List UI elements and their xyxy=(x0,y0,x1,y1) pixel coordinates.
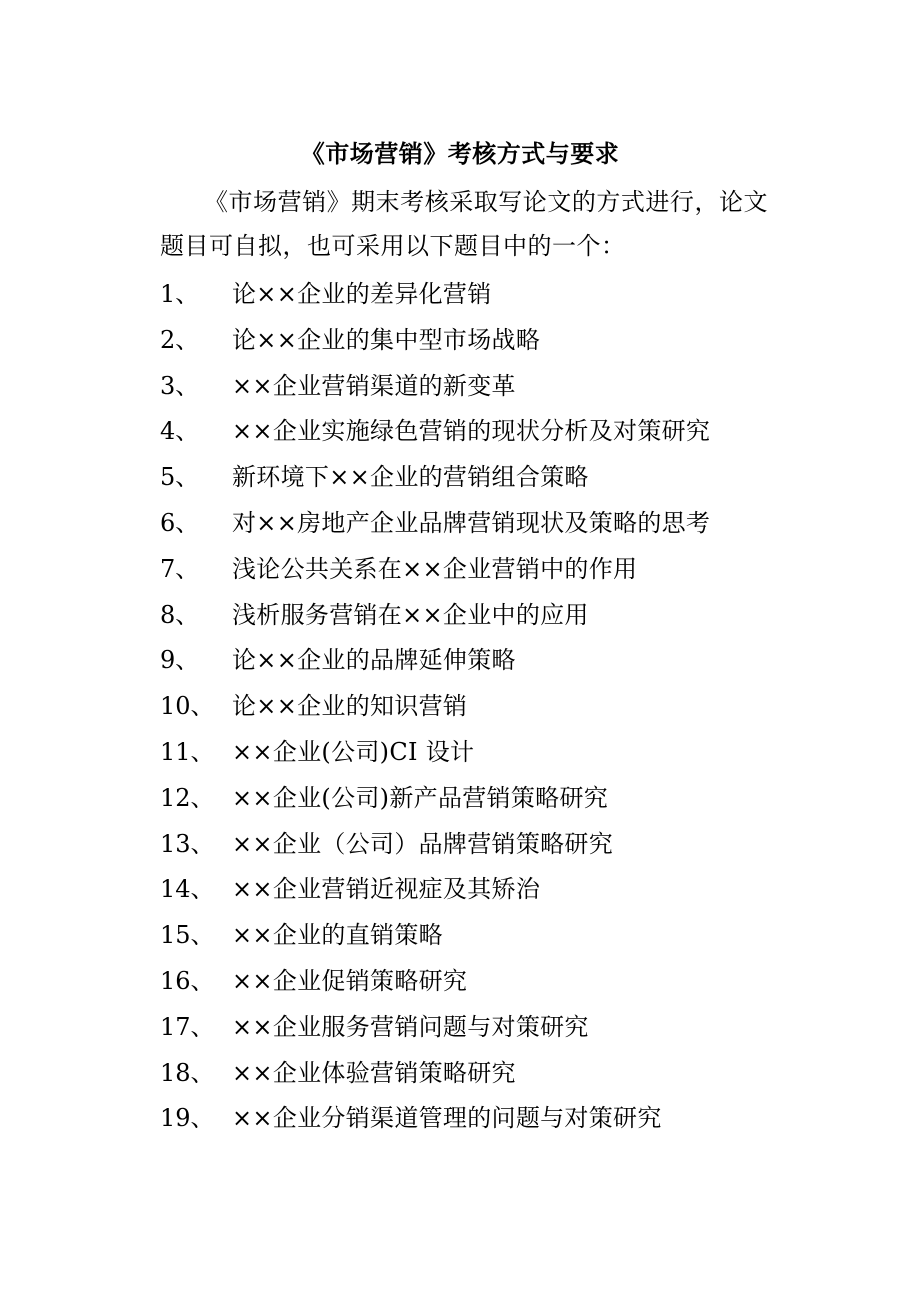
topic-number: 9、 xyxy=(160,646,200,675)
topic-text: 论××企业的差异化营销 xyxy=(232,280,492,308)
topic-number: 3、 xyxy=(160,371,200,400)
topic-text: 浅析服务营销在××企业中的应用 xyxy=(232,600,589,629)
topic-list xyxy=(160,272,780,1142)
topic-number: 15、 xyxy=(160,921,215,950)
topic-text: ××企业营销近视症及其矫治 xyxy=(232,875,541,904)
topic-number: 17、 xyxy=(160,1012,215,1041)
list-item xyxy=(160,913,780,959)
topic-text: 论××企业的品牌延伸策略 xyxy=(232,646,516,675)
list-item xyxy=(160,409,780,455)
document-title: 《市场营销》考核方式与要求 xyxy=(300,139,620,168)
list-item xyxy=(160,593,780,639)
list-item xyxy=(160,455,780,501)
topic-number: 1、 xyxy=(160,280,200,308)
list-item xyxy=(160,959,780,1005)
list-item xyxy=(160,1051,780,1097)
list-item xyxy=(160,867,780,913)
list-item xyxy=(160,364,780,410)
topic-text: ××企业实施绿色营销的现状分析及对策研究 xyxy=(232,417,711,446)
topic-number: 14、 xyxy=(160,875,215,904)
topic-text: ××企业营销渠道的新变革 xyxy=(232,371,516,400)
list-item xyxy=(160,272,780,318)
list-item xyxy=(160,822,780,868)
topic-text: ××企业（公司）品牌营销策略研究 xyxy=(232,829,614,858)
topic-number: 6、 xyxy=(160,508,200,537)
topic-text: 对××房地产企业品牌营销现状及策略的思考 xyxy=(232,508,711,537)
topic-number: 12、 xyxy=(160,783,215,812)
list-item xyxy=(160,318,780,364)
topic-text: 论××企业的知识营销 xyxy=(232,692,468,721)
list-item xyxy=(160,730,780,776)
topic-text: ××企业服务营销问题与对策研究 xyxy=(232,1012,589,1041)
list-item xyxy=(160,638,780,684)
topic-number: 2、 xyxy=(160,325,200,354)
topic-text: 新环境下××企业的营销组合策略 xyxy=(232,463,589,492)
list-item xyxy=(160,776,780,822)
topic-text: ××企业(公司)新产品营销策略研究 xyxy=(232,783,609,812)
topic-number: 13、 xyxy=(160,829,215,858)
topic-number: 18、 xyxy=(160,1058,215,1087)
topic-text: ××企业分销渠道管理的问题与对策研究 xyxy=(232,1104,662,1133)
topic-text: ××企业的直销策略 xyxy=(232,921,443,950)
intro-paragraph: 《市场营销》期末考核采取写论文的方式进行，论文题目可自拟，也可采用以下题目中的一个： xyxy=(160,188,768,260)
topic-number: 4、 xyxy=(160,417,200,446)
topic-number: 16、 xyxy=(160,966,215,995)
topic-number: 11、 xyxy=(160,737,215,766)
topic-text: ××企业(公司)CI 设计 xyxy=(232,737,475,766)
topic-number: 10、 xyxy=(160,692,215,721)
list-item xyxy=(160,501,780,547)
list-item xyxy=(160,1096,780,1142)
topic-number: 8、 xyxy=(160,600,200,629)
topic-number: 19、 xyxy=(160,1104,215,1133)
topic-text: ××企业体验营销策略研究 xyxy=(232,1058,516,1087)
topic-text: 论××企业的集中型市场战略 xyxy=(232,325,541,354)
topic-number: 5、 xyxy=(160,463,200,492)
list-item xyxy=(160,1005,780,1051)
topic-text: 浅论公共关系在××企业营销中的作用 xyxy=(232,554,638,583)
list-item xyxy=(160,547,780,593)
topic-text: ××企业促销策略研究 xyxy=(232,966,468,995)
topic-number: 7、 xyxy=(160,554,200,583)
list-item xyxy=(160,684,780,730)
